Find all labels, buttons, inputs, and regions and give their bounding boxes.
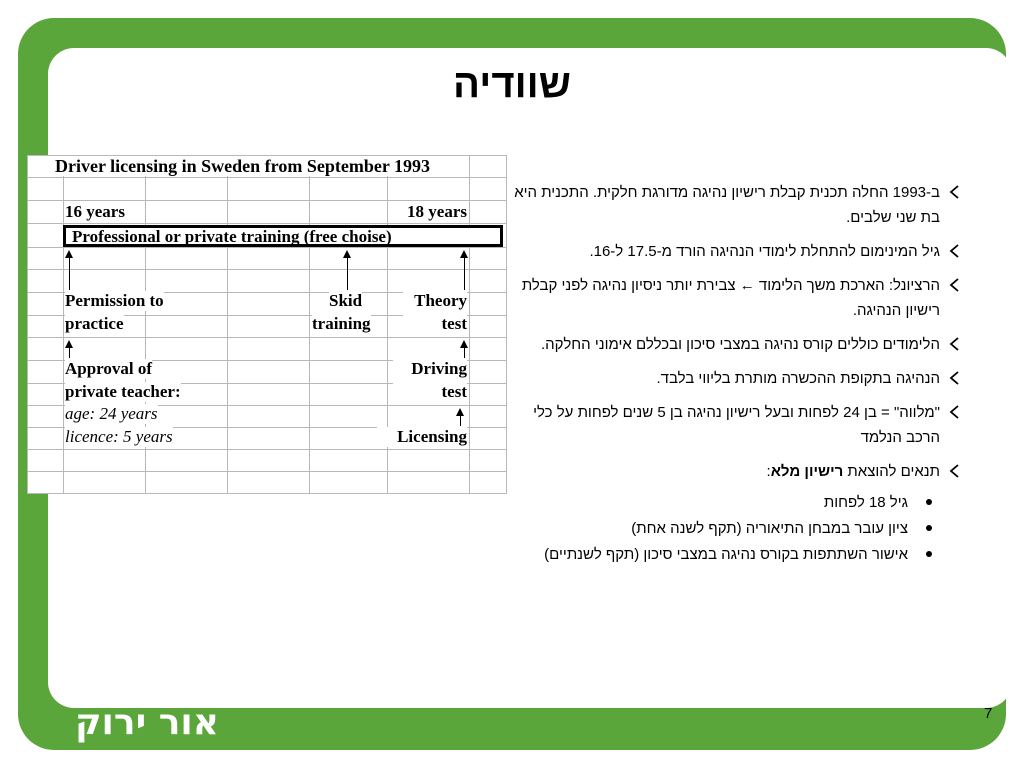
approval-line1: Approval of xyxy=(65,359,153,378)
dot-bullet-icon xyxy=(926,525,932,531)
licence-note: licence: 5 years xyxy=(65,427,173,446)
bullet-item xyxy=(512,273,960,323)
sub-bullet-text: אישור השתתפות בקורס נהיגה במצבי סיכון (תקף לשנתיים) xyxy=(544,546,908,563)
driving-line1: Driving xyxy=(393,359,467,379)
skid-line1: Skid xyxy=(329,291,363,310)
bullet-text: "מלווה" = בן 24 לפחות ובעל רישיון נהיגה בן 5 שנים לפחות על כלי הרכב הנלמד xyxy=(533,404,940,446)
licensing-label: Licensing xyxy=(377,427,467,447)
conditions-bold: רישיון מלא xyxy=(770,463,844,480)
bullet-item xyxy=(512,332,960,357)
theory-line2: test xyxy=(403,314,467,334)
arrow-up-icon xyxy=(347,252,348,290)
arrowhead-bullet-icon xyxy=(948,337,960,351)
training-box-label: Professional or private training (free choise) xyxy=(72,227,392,246)
bullet-text: ב-1993 החלה תכנית קבלת רישיון נהיגה מדורגת חלקית. התכנית היא בת שני שלבים. xyxy=(514,184,940,226)
svg-text:אור ירוק: אור ירוק xyxy=(75,702,219,743)
arrow-up-icon xyxy=(69,342,70,358)
bullet-list xyxy=(512,180,960,571)
or-yarok-logo xyxy=(62,700,232,744)
slide-title: שוודיה xyxy=(453,62,571,106)
arrowhead-bullet-icon xyxy=(948,464,960,478)
permission-line1: Permission to xyxy=(65,291,164,310)
arrowhead-bullet-icon xyxy=(948,278,960,292)
age-right-label: 18 years xyxy=(391,202,467,222)
sub-bullet-text: ציון עובר במבחן התיאוריה (תקף לשנה אחת) xyxy=(631,520,908,537)
arrowhead-bullet-icon xyxy=(948,185,960,199)
sub-bullet-item xyxy=(512,493,960,513)
dot-bullet-icon xyxy=(926,551,932,557)
sub-bullet-item xyxy=(512,545,960,565)
theory-line1: Theory xyxy=(403,291,467,311)
bullet-item xyxy=(512,400,960,450)
arrow-up-icon xyxy=(464,342,465,358)
bullet-text: גיל המינימום להתחלת לימודי הנהיגה הורד מ-17.5 ל-16. xyxy=(589,243,940,260)
arrowhead-bullet-icon xyxy=(948,244,960,258)
bullet-text: הרציונל: הארכת משך הלימוד ← צבירת יותר ניסיון נהיגה לפני קבלת רישיון הנהיגה. xyxy=(521,277,940,319)
sweden-licensing-figure xyxy=(27,155,507,494)
bullet-item xyxy=(512,239,960,264)
bullet-text: הלימודים כוללים קורס נהיגה במצבי סיכון ובכללם אימוני החלקה. xyxy=(540,336,940,353)
training-box xyxy=(63,225,503,247)
driving-line2: test xyxy=(393,382,467,402)
arrowhead-bullet-icon xyxy=(948,371,960,385)
dot-bullet-icon xyxy=(926,499,932,505)
arrow-up-icon xyxy=(464,252,465,290)
arrow-up-icon xyxy=(69,252,70,290)
skid-line2: training xyxy=(312,314,371,333)
sub-bullet-text: גיל 18 לפחות xyxy=(823,494,908,511)
sub-bullet-item xyxy=(512,519,960,539)
figure-heading: Driver licensing in Sweden from September 1993 xyxy=(55,156,430,176)
age-left-label: 16 years xyxy=(65,202,125,221)
bullet-item xyxy=(512,366,960,391)
arrowhead-bullet-icon xyxy=(948,405,960,419)
conditions-suffix: : xyxy=(766,463,771,480)
bullet-text: הנהיגה בתקופת ההכשרה מותרת בליווי בלבד. xyxy=(656,370,940,387)
arrow-up-icon xyxy=(460,410,461,426)
approval-line2: private teacher: xyxy=(65,382,181,401)
bullet-item xyxy=(512,180,960,230)
age-note: age: 24 years xyxy=(65,404,158,423)
bullet-item-conditions xyxy=(512,459,960,484)
permission-line2: practice xyxy=(65,314,124,333)
conditions-prefix: תנאים להוצאת xyxy=(847,463,940,480)
page-number: 7 xyxy=(984,705,993,722)
